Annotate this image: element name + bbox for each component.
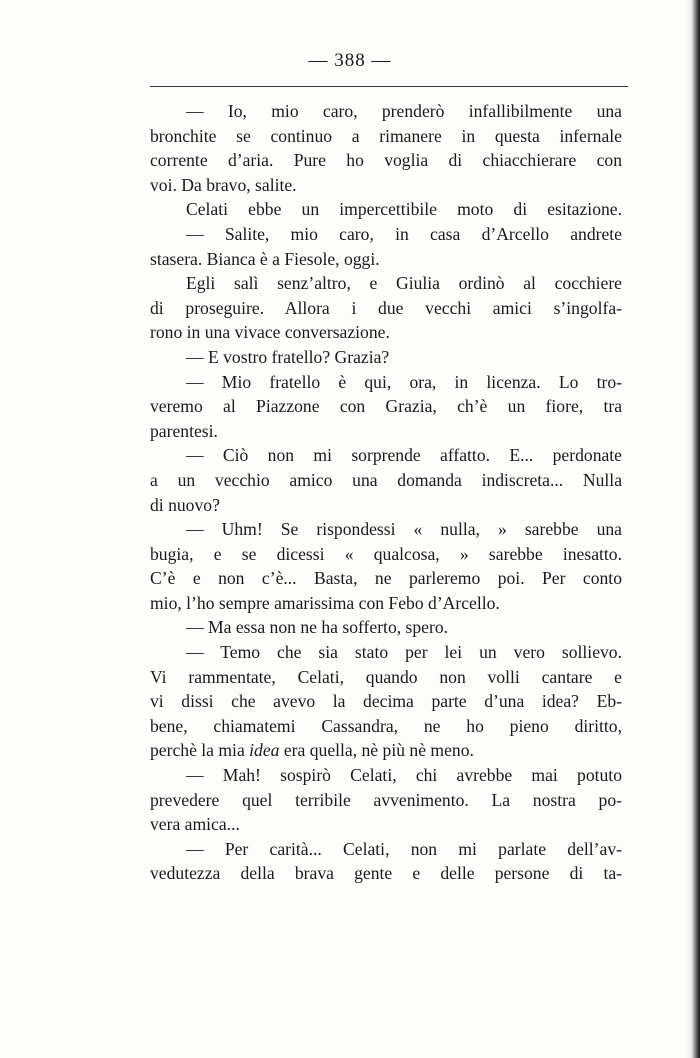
text-line: di proseguire. Allora i due vecchi amici s’ingolfa- bbox=[150, 297, 622, 318]
text-line: — Ciò non mi sorprende affatto. E... perdonate bbox=[186, 445, 622, 466]
page-header bbox=[0, 50, 700, 72]
text-line: — Per carità... Celati, non mi parlate dell’av- bbox=[186, 838, 622, 859]
header-rule bbox=[150, 86, 628, 87]
text-line: rono in una vivace conversazione. bbox=[150, 322, 390, 343]
text-line: prevedere quel terribile avvenimento. La nostra po- bbox=[150, 789, 622, 810]
text-line: voi. Da bravo, salite. bbox=[150, 174, 297, 195]
text-line: — Mah! sospirò Celati, chi avrebbe mai potuto bbox=[186, 765, 622, 786]
text-line: Egli salì senz’altro, e Giulia ordinò al cocchiere bbox=[186, 273, 622, 294]
text-line: — Io, mio caro, prenderò infallibilmente una bbox=[186, 101, 622, 121]
text-line: — Ma essa non ne ha sofferto, spero. bbox=[186, 617, 449, 638]
text-line: bronchite se continuo a rimanere in questa infernale bbox=[150, 125, 622, 146]
text-line: stasera. Bianca è a Fiesole, oggi. bbox=[150, 248, 380, 269]
text-line: bene, chiamatemi Cassandra, ne ho pieno diritto, bbox=[150, 715, 622, 736]
text-line: a un vecchio amico una domanda indiscreta... Nulla bbox=[150, 469, 622, 490]
text-line: vi dissi che avevo la decima parte d’una idea? Eb- bbox=[150, 691, 622, 712]
text-line: — E vostro fratello? Grazia? bbox=[186, 346, 390, 367]
emphasized-word: idea bbox=[249, 740, 280, 761]
text-line: di nuovo? bbox=[150, 494, 220, 515]
text-segment: perchè la mia bbox=[150, 740, 250, 761]
text-line: veremo al Piazzone con Grazia, ch’è un fiore, tra bbox=[150, 396, 622, 417]
text-line: parentesi. bbox=[150, 420, 218, 441]
text-line: bugia, e se dicessi « qualcosa, » sarebbe inesatto. bbox=[150, 543, 622, 564]
text-line: vedutezza della brava gente e delle persone di ta- bbox=[150, 863, 622, 884]
text-line: Celati ebbe un impercettibile moto di esitazione. bbox=[186, 199, 622, 220]
text-line: — Mio fratello è qui, ora, in licenza. Lo tro- bbox=[186, 371, 622, 392]
text-line: Vi rammentate, Celati, quando non volli cantare e bbox=[150, 666, 622, 687]
page-number: — 388 — bbox=[308, 50, 392, 71]
text-line: vera amica... bbox=[150, 814, 240, 835]
body-text bbox=[150, 99, 622, 886]
text-line: corrente d’aria. Pure ho voglia di chiacchierare con bbox=[150, 150, 622, 171]
text-line bbox=[150, 738, 622, 763]
text-line: — Salite, mio caro, in casa d’Arcello andrete bbox=[186, 223, 622, 244]
text-line: mio, l’ho sempre amarissima con Febo d’Arcello. bbox=[150, 592, 500, 613]
text-line: — Uhm! Se rispondessi « nulla, » sarebbe una bbox=[186, 519, 622, 540]
text-segment: era quella, nè più nè meno. bbox=[279, 740, 474, 761]
text-line: C’è e non c’è... Basta, ne parleremo poi. Per conto bbox=[150, 568, 622, 589]
text-line: — Temo che sia stato per lei un vero sollievo. bbox=[186, 642, 622, 663]
page-edge-shadow bbox=[686, 0, 700, 1058]
